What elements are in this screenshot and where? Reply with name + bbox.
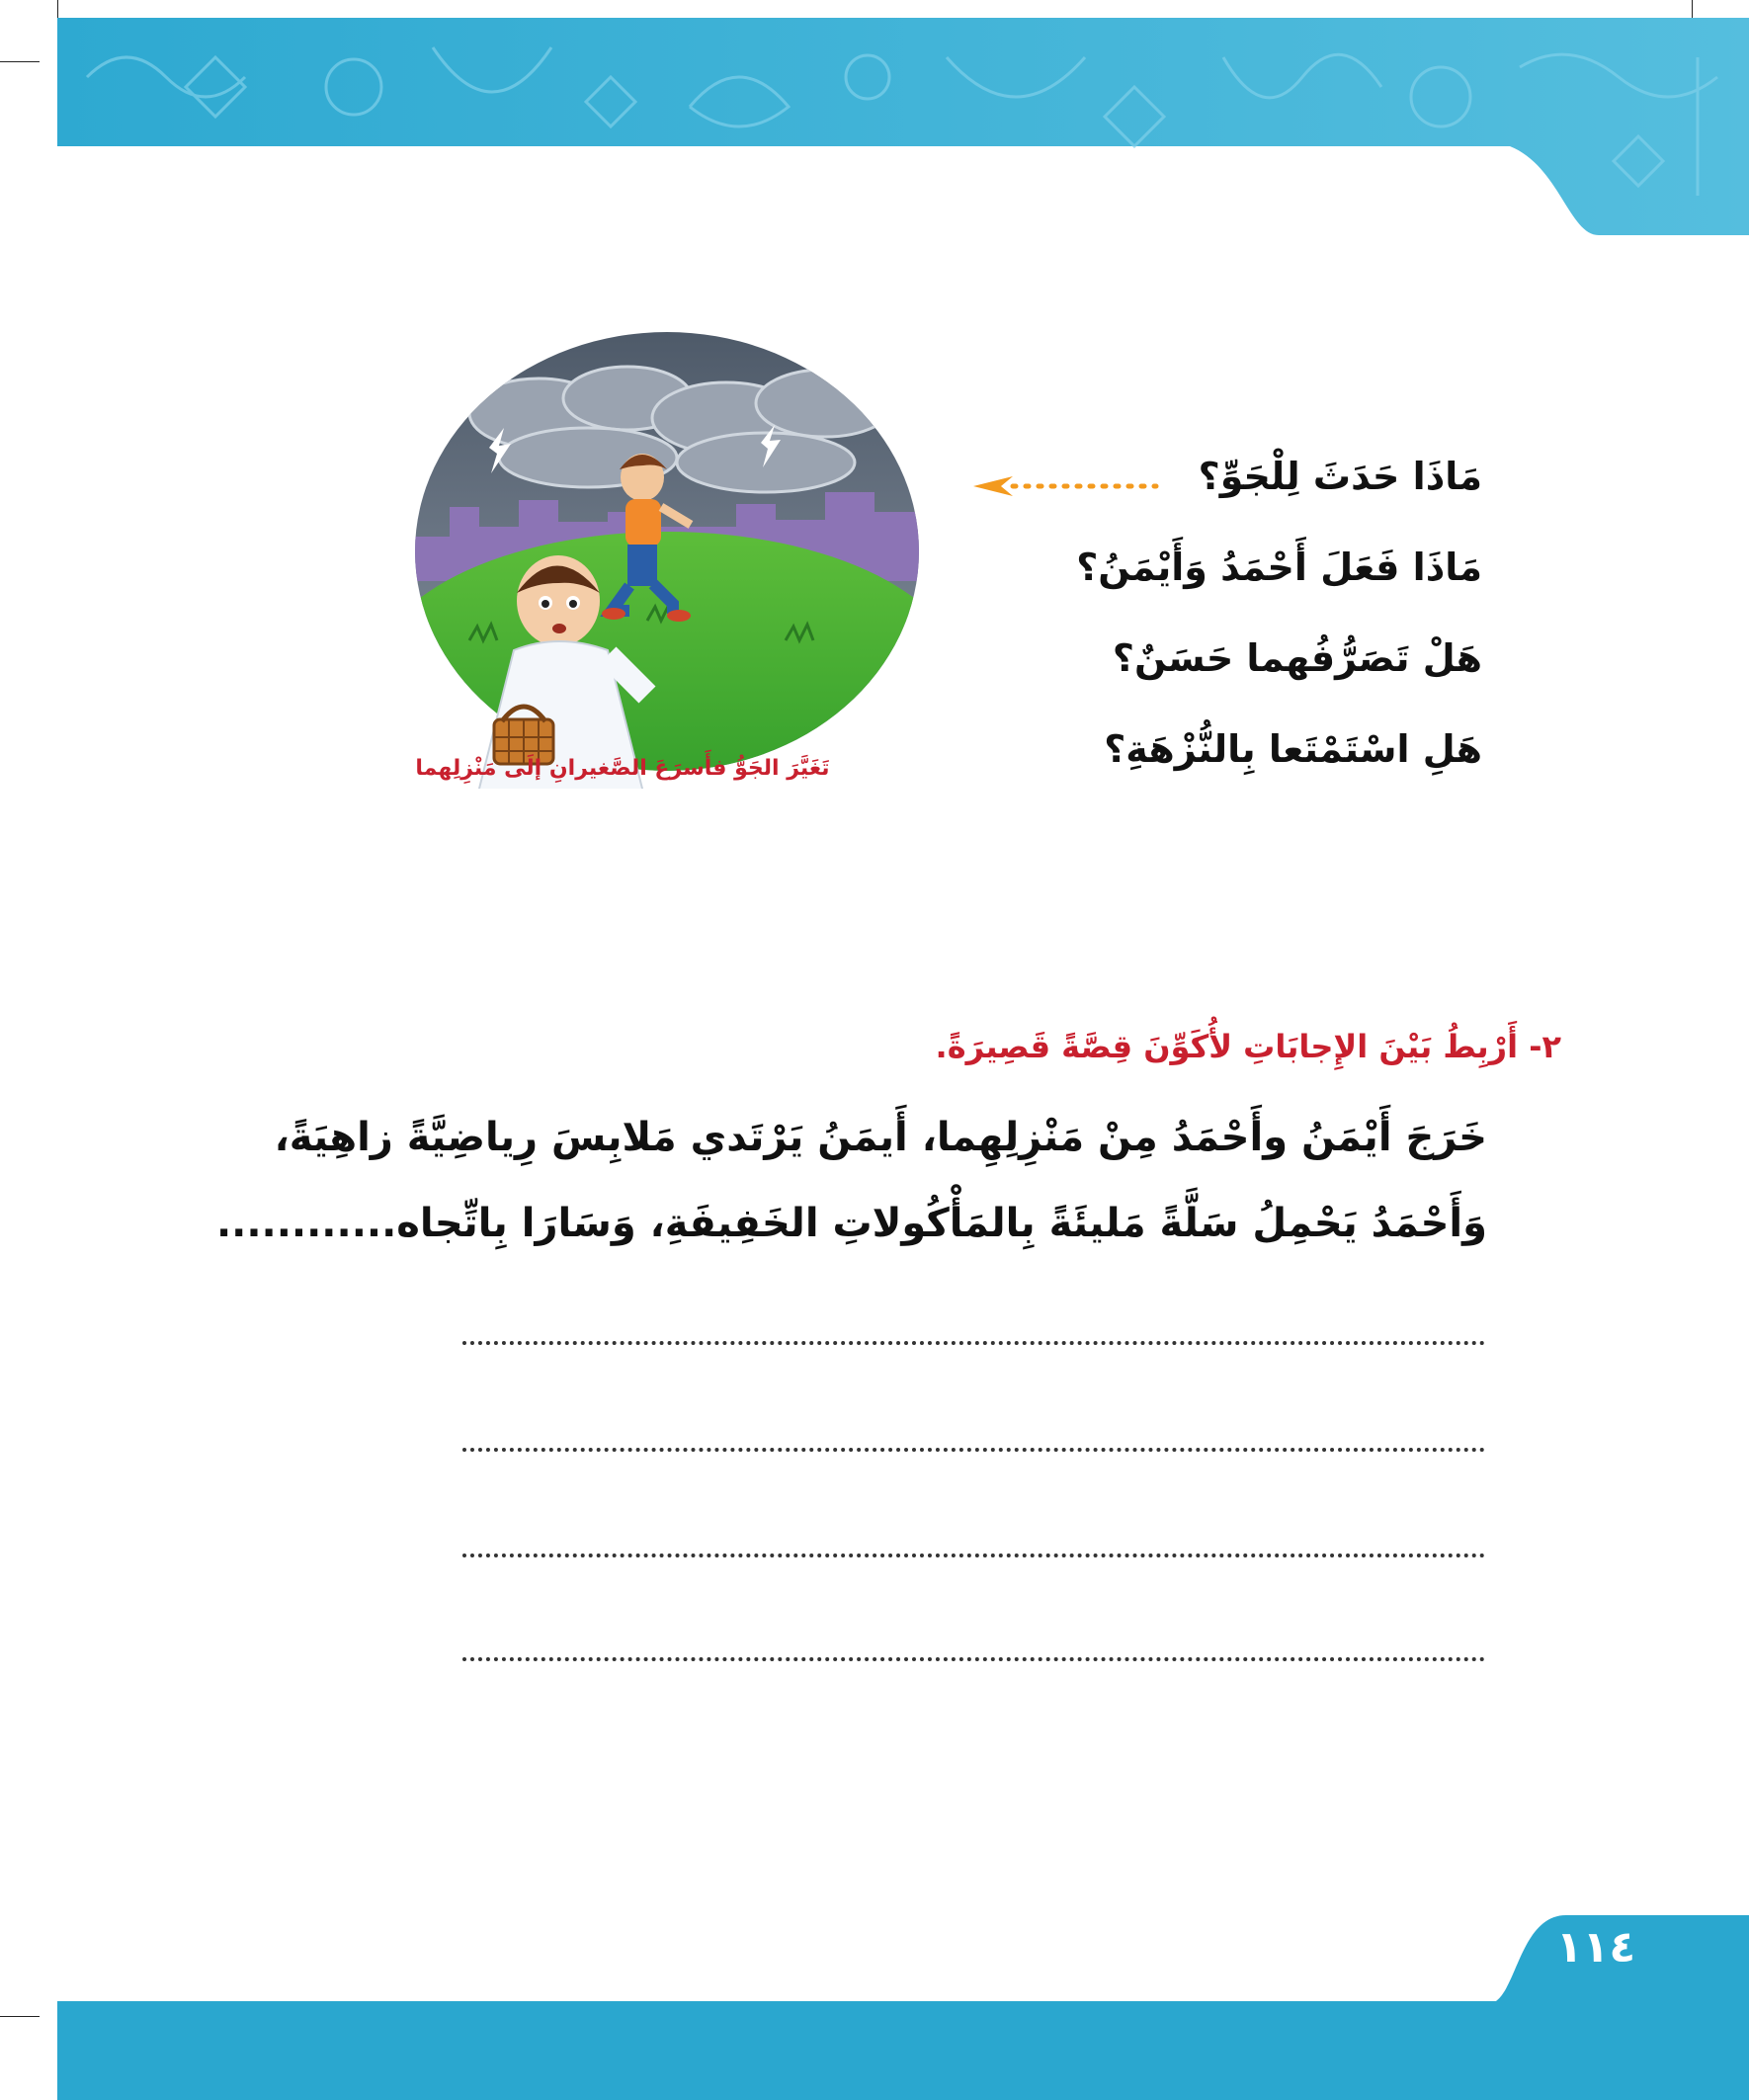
page-number: ١١٤ — [1555, 1922, 1636, 1973]
question-4: هَلِ اسْتَمْتَعا بِالنُّزْهَةِ؟ — [1104, 727, 1482, 771]
header-banner — [57, 18, 1749, 235]
story-line-2: وَأَحْمَدُ يَحْمِلُ سَلَّةً مَليئَةً بِالمَأْكُولاتِ الخَفِيفَةِ، وَسَارَا بِاتِّجاه............ — [215, 1201, 1487, 1246]
answer-line-2[interactable] — [462, 1448, 1485, 1452]
footer-band — [57, 2001, 1749, 2100]
story-line-1: خَرَجَ أَيْمَنُ وأَحْمَدُ مِنْ مَنْزِلِهِما، أَيمَنُ يَرْتَدي مَلابِسَ رِياضِيَّةً زاهِيَةً، — [274, 1115, 1487, 1160]
storm-clouds — [469, 367, 894, 492]
dotted-arrow-icon — [973, 474, 1161, 498]
exercise-title: ٢- أَرْبِطُ بَيْنَ الإِجابَاتِ لأُكَوِّنَ قِصَّةً قَصِيرَةً. — [935, 1028, 1561, 1065]
crop-mark-bottom-left-h — [0, 2016, 40, 2017]
question-1: مَاذَا حَدَثَ لِلْجَوِّ؟ — [1198, 455, 1482, 498]
crop-mark-top-left-h — [0, 61, 40, 62]
crop-mark-top-left-v — [57, 0, 58, 18]
illustration-caption: تَغَيَّرَ الجَوُّ فأَسرَعَ الصَّغيرانِ إلَى مَنْزِلِهما — [415, 756, 830, 781]
answer-line-1[interactable] — [462, 1341, 1485, 1345]
question-2: مَاذَا فَعَلَ أَحْمَدُ وَأَيْمَنُ؟ — [1076, 546, 1482, 589]
storm-illustration — [410, 324, 924, 789]
answer-line-3[interactable] — [462, 1554, 1485, 1557]
question-3: هَلْ تَصَرُّفُهما حَسَنٌ؟ — [1112, 636, 1482, 680]
answer-line-4[interactable] — [462, 1657, 1485, 1661]
